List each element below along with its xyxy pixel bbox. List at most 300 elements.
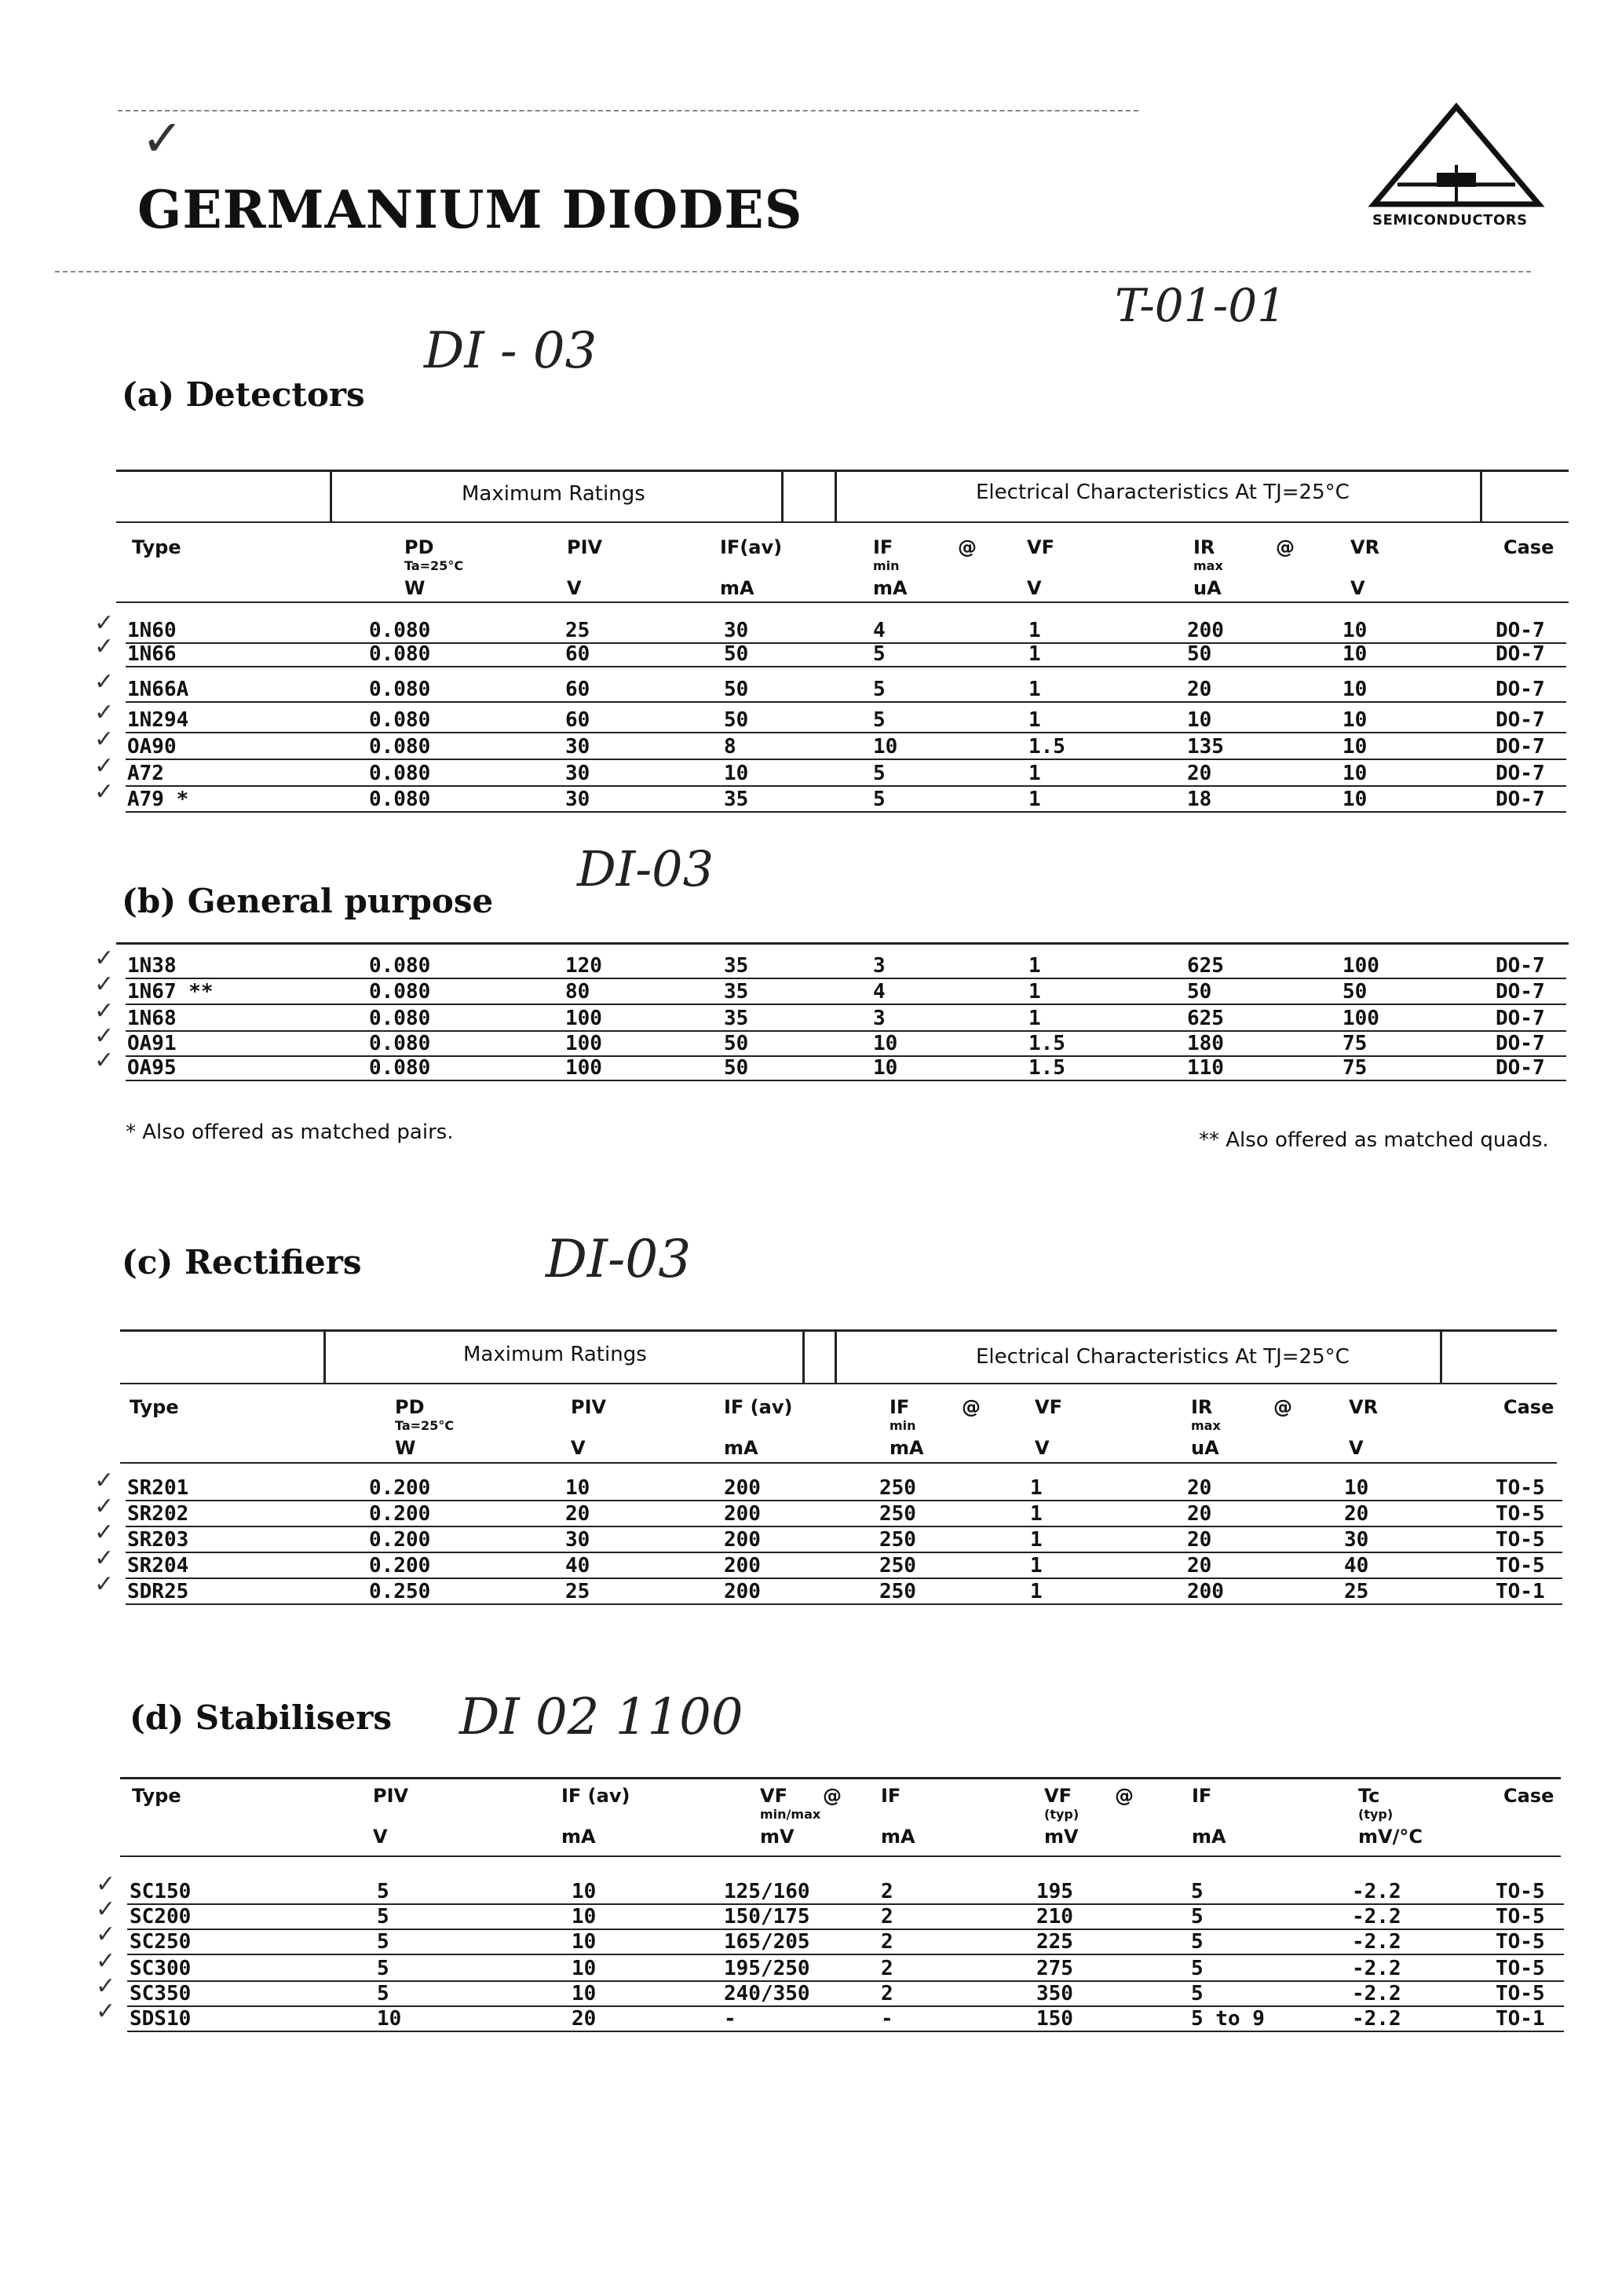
- table-cell: 0.080: [369, 1007, 431, 1030]
- column-unit: mV/°C: [1358, 1826, 1423, 1848]
- table-cell: 1N60: [127, 619, 177, 642]
- tick-mark-icon: ✓: [96, 1947, 116, 1975]
- table-cell: 10: [873, 735, 898, 759]
- table-cell: 0.200: [369, 1476, 431, 1500]
- table-cell: 80: [565, 980, 590, 1004]
- row-rule: [126, 732, 1566, 733]
- table-cell: -2.2: [1352, 1880, 1401, 1903]
- column-unit: W: [404, 577, 426, 599]
- divider: [781, 470, 784, 521]
- header-scan-line: [55, 271, 1531, 272]
- table-cell: 1N66: [127, 642, 177, 666]
- table-cell: 10: [1344, 1476, 1369, 1500]
- table-cell: 1: [1030, 1502, 1043, 1526]
- tick-mark-icon: ✓: [94, 997, 115, 1025]
- table-cell: 1: [1028, 642, 1041, 666]
- table-cell: 50: [1187, 642, 1212, 666]
- table-cell: SC150: [130, 1880, 192, 1903]
- section-heading-stabilisers: (d) Stabilisers: [130, 1698, 393, 1737]
- table-cell: 10: [1343, 678, 1368, 701]
- table-cell: OA95: [127, 1056, 177, 1080]
- column-subheader: min: [890, 1418, 916, 1433]
- table-cell: SDS10: [130, 2007, 192, 2031]
- table-cell: 30: [565, 735, 590, 759]
- tick-mark-icon: ✓: [94, 1047, 115, 1074]
- table-cell: SC250: [130, 1930, 192, 1954]
- table-cell: 35: [724, 954, 749, 978]
- column-header: VF: [760, 1785, 787, 1807]
- table-cell: 225: [1036, 1930, 1073, 1954]
- table-cell: -2.2: [1352, 2007, 1401, 2031]
- table-cell: DO-7: [1496, 1007, 1545, 1030]
- column-header: VR: [1350, 536, 1380, 558]
- column-subheader: max: [1191, 1418, 1221, 1433]
- table-cell: 10: [572, 1880, 597, 1903]
- table-cell: 4: [873, 980, 886, 1004]
- column-unit: mV: [1044, 1826, 1079, 1848]
- table-cell: 20: [1187, 678, 1212, 701]
- table-cell: 10: [1343, 762, 1368, 785]
- table-cell: 50: [724, 642, 749, 666]
- table-cell: DO-7: [1496, 954, 1545, 978]
- table-cell: 120: [565, 954, 602, 978]
- table-cell: DO-7: [1496, 708, 1545, 732]
- column-header: IF: [873, 536, 893, 558]
- column-unit: V: [1027, 577, 1042, 599]
- column-unit: uA: [1193, 577, 1222, 599]
- table-cell: 195: [1036, 1880, 1073, 1903]
- table-cell: 240/350: [724, 1982, 810, 2005]
- footnote-left: * Also offered as matched pairs.: [126, 1121, 454, 1144]
- table-cell: 200: [724, 1476, 761, 1500]
- group-label-elec-char: Electrical Characteristics At TJ=25°C: [976, 481, 1350, 504]
- table-cell: 5: [873, 788, 886, 811]
- table-cell: 3: [873, 954, 886, 978]
- column-header: @: [1273, 1396, 1292, 1418]
- table-cell: 5: [377, 1905, 389, 1929]
- section-heading-general: (b) General purpose: [122, 882, 494, 920]
- column-header: PIV: [571, 1396, 607, 1418]
- table-cell: 50: [724, 1056, 749, 1080]
- table-cell: 10: [377, 2007, 402, 2031]
- table-cell: 2: [881, 1930, 893, 1954]
- table-cell: 18: [1187, 788, 1212, 811]
- table-cell: 20: [565, 1502, 590, 1526]
- table-cell: 25: [1344, 1580, 1369, 1603]
- table-cell: A72: [127, 762, 164, 785]
- table-cell: 125/160: [724, 1880, 810, 1903]
- table-cell: A79 *: [127, 788, 189, 811]
- handwritten-note-b: DI-03: [577, 840, 714, 898]
- table-cell: 5: [873, 762, 886, 785]
- table-cell: 10: [724, 762, 749, 785]
- divider: [835, 1329, 837, 1383]
- group-label-max-ratings: Maximum Ratings: [463, 1343, 647, 1366]
- table-cell: 4: [873, 619, 886, 642]
- table-cell: DO-7: [1496, 788, 1545, 811]
- detectors-header-rule: [116, 601, 1569, 603]
- column-header: Tc: [1358, 1785, 1380, 1807]
- column-header: @: [962, 1396, 981, 1418]
- table-cell: DO-7: [1496, 678, 1545, 701]
- table-cell: 75: [1343, 1056, 1368, 1080]
- table-cell: DO-7: [1496, 1032, 1545, 1055]
- table-cell: 0.080: [369, 980, 431, 1004]
- column-unit: mA: [720, 577, 754, 599]
- table-cell: 20: [1187, 1476, 1212, 1500]
- column-unit: V: [1350, 577, 1365, 599]
- table-cell: TO-5: [1496, 1982, 1545, 2005]
- divider: [835, 470, 837, 521]
- table-cell: -2.2: [1352, 1930, 1401, 1954]
- table-cell: SR204: [127, 1554, 189, 1578]
- column-header: Type: [132, 536, 181, 558]
- table-cell: 10: [1343, 619, 1368, 642]
- table-cell: 625: [1187, 954, 1224, 978]
- tick-mark-icon: ✓: [96, 1921, 116, 1948]
- column-unit: mA: [881, 1826, 915, 1848]
- table-cell: TO-5: [1496, 1476, 1545, 1500]
- table-cell: TO-5: [1496, 1554, 1545, 1578]
- table-cell: 350: [1036, 1982, 1073, 2005]
- table-cell: 150/175: [724, 1905, 810, 1929]
- table-cell: 5: [1191, 1880, 1204, 1903]
- row-rule: [127, 1980, 1564, 1982]
- group-label-max-ratings: Maximum Ratings: [462, 482, 645, 506]
- tick-mark-icon: ✓: [94, 1519, 115, 1546]
- column-unit: mV: [760, 1826, 795, 1848]
- table-cell: 10: [1343, 735, 1368, 759]
- table-cell: 1.5: [1028, 1032, 1065, 1055]
- table-cell: 40: [1344, 1554, 1369, 1578]
- top-scan-line: [118, 110, 1138, 112]
- table-cell: 20: [1344, 1502, 1369, 1526]
- table-cell: TO-5: [1496, 1880, 1545, 1903]
- tick-mark-icon: ✓: [94, 971, 115, 998]
- table-cell: 200: [724, 1528, 761, 1552]
- table-cell: 10: [1343, 642, 1368, 666]
- column-header: Type: [130, 1396, 179, 1418]
- column-subheader: min: [873, 558, 900, 573]
- divider: [1480, 470, 1482, 521]
- row-rule: [126, 978, 1566, 979]
- column-subheader: (typ): [1358, 1807, 1394, 1822]
- table-cell: 200: [724, 1502, 761, 1526]
- rectifiers-header-rule: [120, 1462, 1557, 1464]
- table-cell: TO-5: [1496, 1930, 1545, 1954]
- row-rule: [126, 759, 1566, 760]
- table-cell: 20: [1187, 1528, 1212, 1552]
- table-cell: -2.2: [1352, 1905, 1401, 1929]
- table-cell: 5: [377, 1982, 389, 2005]
- column-header: IF (av): [561, 1785, 630, 1807]
- table-cell: 60: [565, 642, 590, 666]
- table-cell: 10: [572, 1930, 597, 1954]
- table-cell: 1: [1028, 954, 1041, 978]
- table-cell: 20: [1187, 1502, 1212, 1526]
- table-cell: 1N68: [127, 1007, 177, 1030]
- table-cell: 1: [1028, 788, 1041, 811]
- column-unit: mA: [561, 1826, 596, 1848]
- row-rule: [126, 1080, 1566, 1081]
- group-label-elec-char: Electrical Characteristics At TJ=25°C: [976, 1345, 1350, 1369]
- table-cell: 50: [1187, 980, 1212, 1004]
- divider: [330, 470, 332, 521]
- table-cell: 35: [724, 980, 749, 1004]
- table-cell: 200: [1187, 1580, 1224, 1603]
- table-cell: 1N66A: [127, 678, 189, 701]
- tick-mark-icon: ✓: [94, 699, 115, 726]
- table-cell: 100: [565, 1032, 602, 1055]
- stabilisers-top-rule: [120, 1777, 1561, 1779]
- table-cell: 5: [377, 1957, 389, 1980]
- table-cell: 5: [377, 1880, 389, 1903]
- column-header: @: [823, 1785, 842, 1807]
- table-cell: 0.080: [369, 708, 431, 732]
- tick-mark-icon: ✓: [96, 1870, 116, 1898]
- section-heading-rectifiers: (c) Rectifiers: [122, 1243, 362, 1281]
- column-header: IF: [881, 1785, 901, 1807]
- table-cell: 5 to 9: [1191, 2007, 1265, 2031]
- column-header: PD: [404, 536, 434, 558]
- tick-mark-icon: ✓: [94, 668, 115, 696]
- column-unit: mA: [873, 577, 908, 599]
- table-cell: 0.200: [369, 1502, 431, 1526]
- footnote-right: ** Also offered as matched quads.: [1199, 1128, 1549, 1152]
- table-cell: 10: [572, 1982, 597, 2005]
- table-cell: 150: [1036, 2007, 1073, 2031]
- column-unit: V: [1349, 1437, 1364, 1459]
- tick-mark-icon: ✓: [94, 609, 115, 637]
- table-cell: 1.5: [1028, 1056, 1065, 1080]
- tick-mark-icon: ✓: [96, 1998, 116, 2025]
- row-rule: [126, 1526, 1562, 1527]
- column-header: Type: [132, 1785, 181, 1807]
- table-cell: 200: [1187, 619, 1224, 642]
- table-cell: 10: [1343, 788, 1368, 811]
- table-cell: -: [724, 2007, 736, 2031]
- table-cell: 1: [1028, 678, 1041, 701]
- table-cell: 20: [1187, 1554, 1212, 1578]
- column-subheader: min/max: [760, 1807, 821, 1822]
- column-header: @: [958, 536, 977, 558]
- table-cell: 5: [1191, 1982, 1204, 2005]
- table-cell: 5: [873, 678, 886, 701]
- table-cell: 135: [1187, 735, 1224, 759]
- logo: [1366, 102, 1547, 236]
- tick-mark-icon: ✓: [94, 633, 115, 660]
- column-header: IF (av): [724, 1396, 793, 1418]
- table-cell: 8: [724, 735, 736, 759]
- row-rule: [126, 811, 1566, 813]
- table-cell: 180: [1187, 1032, 1224, 1055]
- table-cell: SR203: [127, 1528, 189, 1552]
- table-cell: DO-7: [1496, 619, 1545, 642]
- table-cell: 0.080: [369, 1032, 431, 1055]
- table-cell: 100: [565, 1007, 602, 1030]
- table-cell: 0.080: [369, 619, 431, 642]
- row-rule: [126, 785, 1566, 787]
- table-cell: DO-7: [1496, 1056, 1545, 1080]
- tick-mark-icon: ✓: [94, 1467, 115, 1494]
- divider: [802, 1329, 805, 1383]
- table-cell: 25: [565, 1580, 590, 1603]
- tick-mark-icon: ✓: [94, 945, 115, 972]
- row-rule: [126, 1603, 1562, 1605]
- tick-mark-icon: ✓: [94, 726, 115, 753]
- handwritten-note-a: DI - 03: [424, 322, 597, 380]
- tick-mark-icon: ✓: [94, 1022, 115, 1050]
- table-cell: 250: [879, 1528, 916, 1552]
- row-rule: [127, 2005, 1564, 2007]
- table-cell: 250: [879, 1554, 916, 1578]
- column-unit: V: [567, 577, 582, 599]
- table-cell: 5: [377, 1930, 389, 1954]
- table-cell: 1: [1030, 1580, 1043, 1603]
- row-rule: [127, 1929, 1564, 1930]
- table-cell: 20: [1187, 762, 1212, 785]
- table-cell: 60: [565, 678, 590, 701]
- table-cell: SR202: [127, 1502, 189, 1526]
- table-cell: 20: [572, 2007, 597, 2031]
- table-cell: 100: [1343, 1007, 1379, 1030]
- column-header: IF: [1192, 1785, 1212, 1807]
- table-cell: 1N67 **: [127, 980, 214, 1004]
- table-cell: 250: [879, 1502, 916, 1526]
- tick-mark-icon: ✓: [94, 778, 115, 806]
- table-cell: 30: [724, 619, 749, 642]
- rectifiers-group-rule: [120, 1383, 1557, 1384]
- table-cell: 2: [881, 1905, 893, 1929]
- table-cell: 0.080: [369, 954, 431, 978]
- column-header: VF: [1027, 536, 1054, 558]
- divider: [1440, 1329, 1442, 1383]
- column-header: IR: [1193, 536, 1215, 558]
- handwritten-note-d: DI 02 1100: [459, 1688, 743, 1746]
- table-cell: 195/250: [724, 1957, 810, 1980]
- table-cell: 0.080: [369, 678, 431, 701]
- handwritten-note-c: DI-03: [546, 1229, 692, 1289]
- column-unit: W: [395, 1437, 416, 1459]
- table-cell: SC300: [130, 1957, 192, 1980]
- table-cell: 50: [724, 1032, 749, 1055]
- table-cell: TO-5: [1496, 1528, 1545, 1552]
- column-header: PIV: [373, 1785, 409, 1807]
- column-unit: V: [373, 1826, 388, 1848]
- detectors-top-rule: [116, 470, 1569, 472]
- row-rule: [126, 1004, 1566, 1005]
- column-header: VR: [1349, 1396, 1379, 1418]
- handwritten-ref: T-01-01: [1115, 279, 1287, 332]
- table-cell: 10: [873, 1056, 898, 1080]
- table-cell: DO-7: [1496, 642, 1545, 666]
- table-cell: 200: [724, 1554, 761, 1578]
- table-cell: 200: [724, 1580, 761, 1603]
- table-cell: 1: [1028, 619, 1041, 642]
- column-unit: mA: [1192, 1826, 1226, 1848]
- table-cell: 5: [873, 642, 886, 666]
- detectors-group-rule: [116, 521, 1569, 523]
- table-cell: 5: [1191, 1905, 1204, 1929]
- table-cell: 625: [1187, 1007, 1224, 1030]
- table-cell: 35: [724, 1007, 749, 1030]
- table-cell: 30: [565, 788, 590, 811]
- tick-mark-icon: ✓: [94, 752, 115, 780]
- check-mark-icon: ✓: [141, 110, 184, 168]
- table-cell: 100: [565, 1056, 602, 1080]
- table-cell: 100: [1343, 954, 1379, 978]
- column-unit: mA: [890, 1437, 924, 1459]
- table-cell: 0.250: [369, 1580, 431, 1603]
- table-cell: 0.080: [369, 788, 431, 811]
- table-cell: 2: [881, 1982, 893, 2005]
- column-header: IF: [890, 1396, 910, 1418]
- table-cell: 250: [879, 1476, 916, 1500]
- divider: [323, 1329, 326, 1383]
- table-cell: SDR25: [127, 1580, 189, 1603]
- column-unit: mA: [724, 1437, 758, 1459]
- table-cell: 25: [565, 619, 590, 642]
- table-cell: 0.080: [369, 1056, 431, 1080]
- table-cell: SC350: [130, 1982, 192, 2005]
- table-cell: 1: [1030, 1476, 1043, 1500]
- tick-mark-icon: ✓: [96, 1896, 116, 1923]
- table-cell: DO-7: [1496, 735, 1545, 759]
- table-cell: 30: [565, 1528, 590, 1552]
- table-cell: 10: [572, 1957, 597, 1980]
- column-subheader: (typ): [1044, 1807, 1080, 1822]
- section-heading-detectors: (a) Detectors: [122, 375, 365, 414]
- column-header: @: [1276, 536, 1295, 558]
- table-cell: 1N38: [127, 954, 177, 978]
- table-cell: 40: [565, 1554, 590, 1578]
- table-cell: 1: [1030, 1554, 1043, 1578]
- table-cell: SC200: [130, 1905, 192, 1929]
- table-cell: 0.080: [369, 642, 431, 666]
- table-cell: TO-1: [1496, 1580, 1545, 1603]
- table-cell: 75: [1343, 1032, 1368, 1055]
- logo-text: SEMICONDUCTORS: [1372, 212, 1528, 229]
- table-cell: DO-7: [1496, 980, 1545, 1004]
- table-cell: 2: [881, 1880, 893, 1903]
- table-cell: 0.200: [369, 1554, 431, 1578]
- column-header: Case: [1503, 1396, 1554, 1418]
- row-rule: [126, 1500, 1562, 1501]
- table-cell: 1: [1028, 762, 1041, 785]
- column-header: @: [1115, 1785, 1134, 1807]
- table-cell: 10: [873, 1032, 898, 1055]
- row-rule: [126, 1552, 1562, 1553]
- table-cell: 5: [873, 708, 886, 732]
- triangle-logo-icon: [1366, 102, 1547, 220]
- table-cell: OA91: [127, 1032, 177, 1055]
- table-cell: 1N294: [127, 708, 189, 732]
- table-cell: 1.5: [1028, 735, 1065, 759]
- page-title: GERMANIUM DIODES: [137, 179, 803, 240]
- tick-mark-icon: ✓: [94, 1570, 115, 1598]
- row-rule: [126, 701, 1566, 703]
- column-header: VF: [1035, 1396, 1062, 1418]
- rectifiers-top-rule: [120, 1329, 1557, 1332]
- column-unit: uA: [1191, 1437, 1219, 1459]
- table-cell: 10: [565, 1476, 590, 1500]
- column-header: PD: [395, 1396, 425, 1418]
- column-header: VF: [1044, 1785, 1072, 1807]
- column-subheader: Ta=25°C: [404, 558, 464, 573]
- table-cell: 3: [873, 1007, 886, 1030]
- table-cell: 0.200: [369, 1528, 431, 1552]
- row-rule: [126, 1578, 1562, 1579]
